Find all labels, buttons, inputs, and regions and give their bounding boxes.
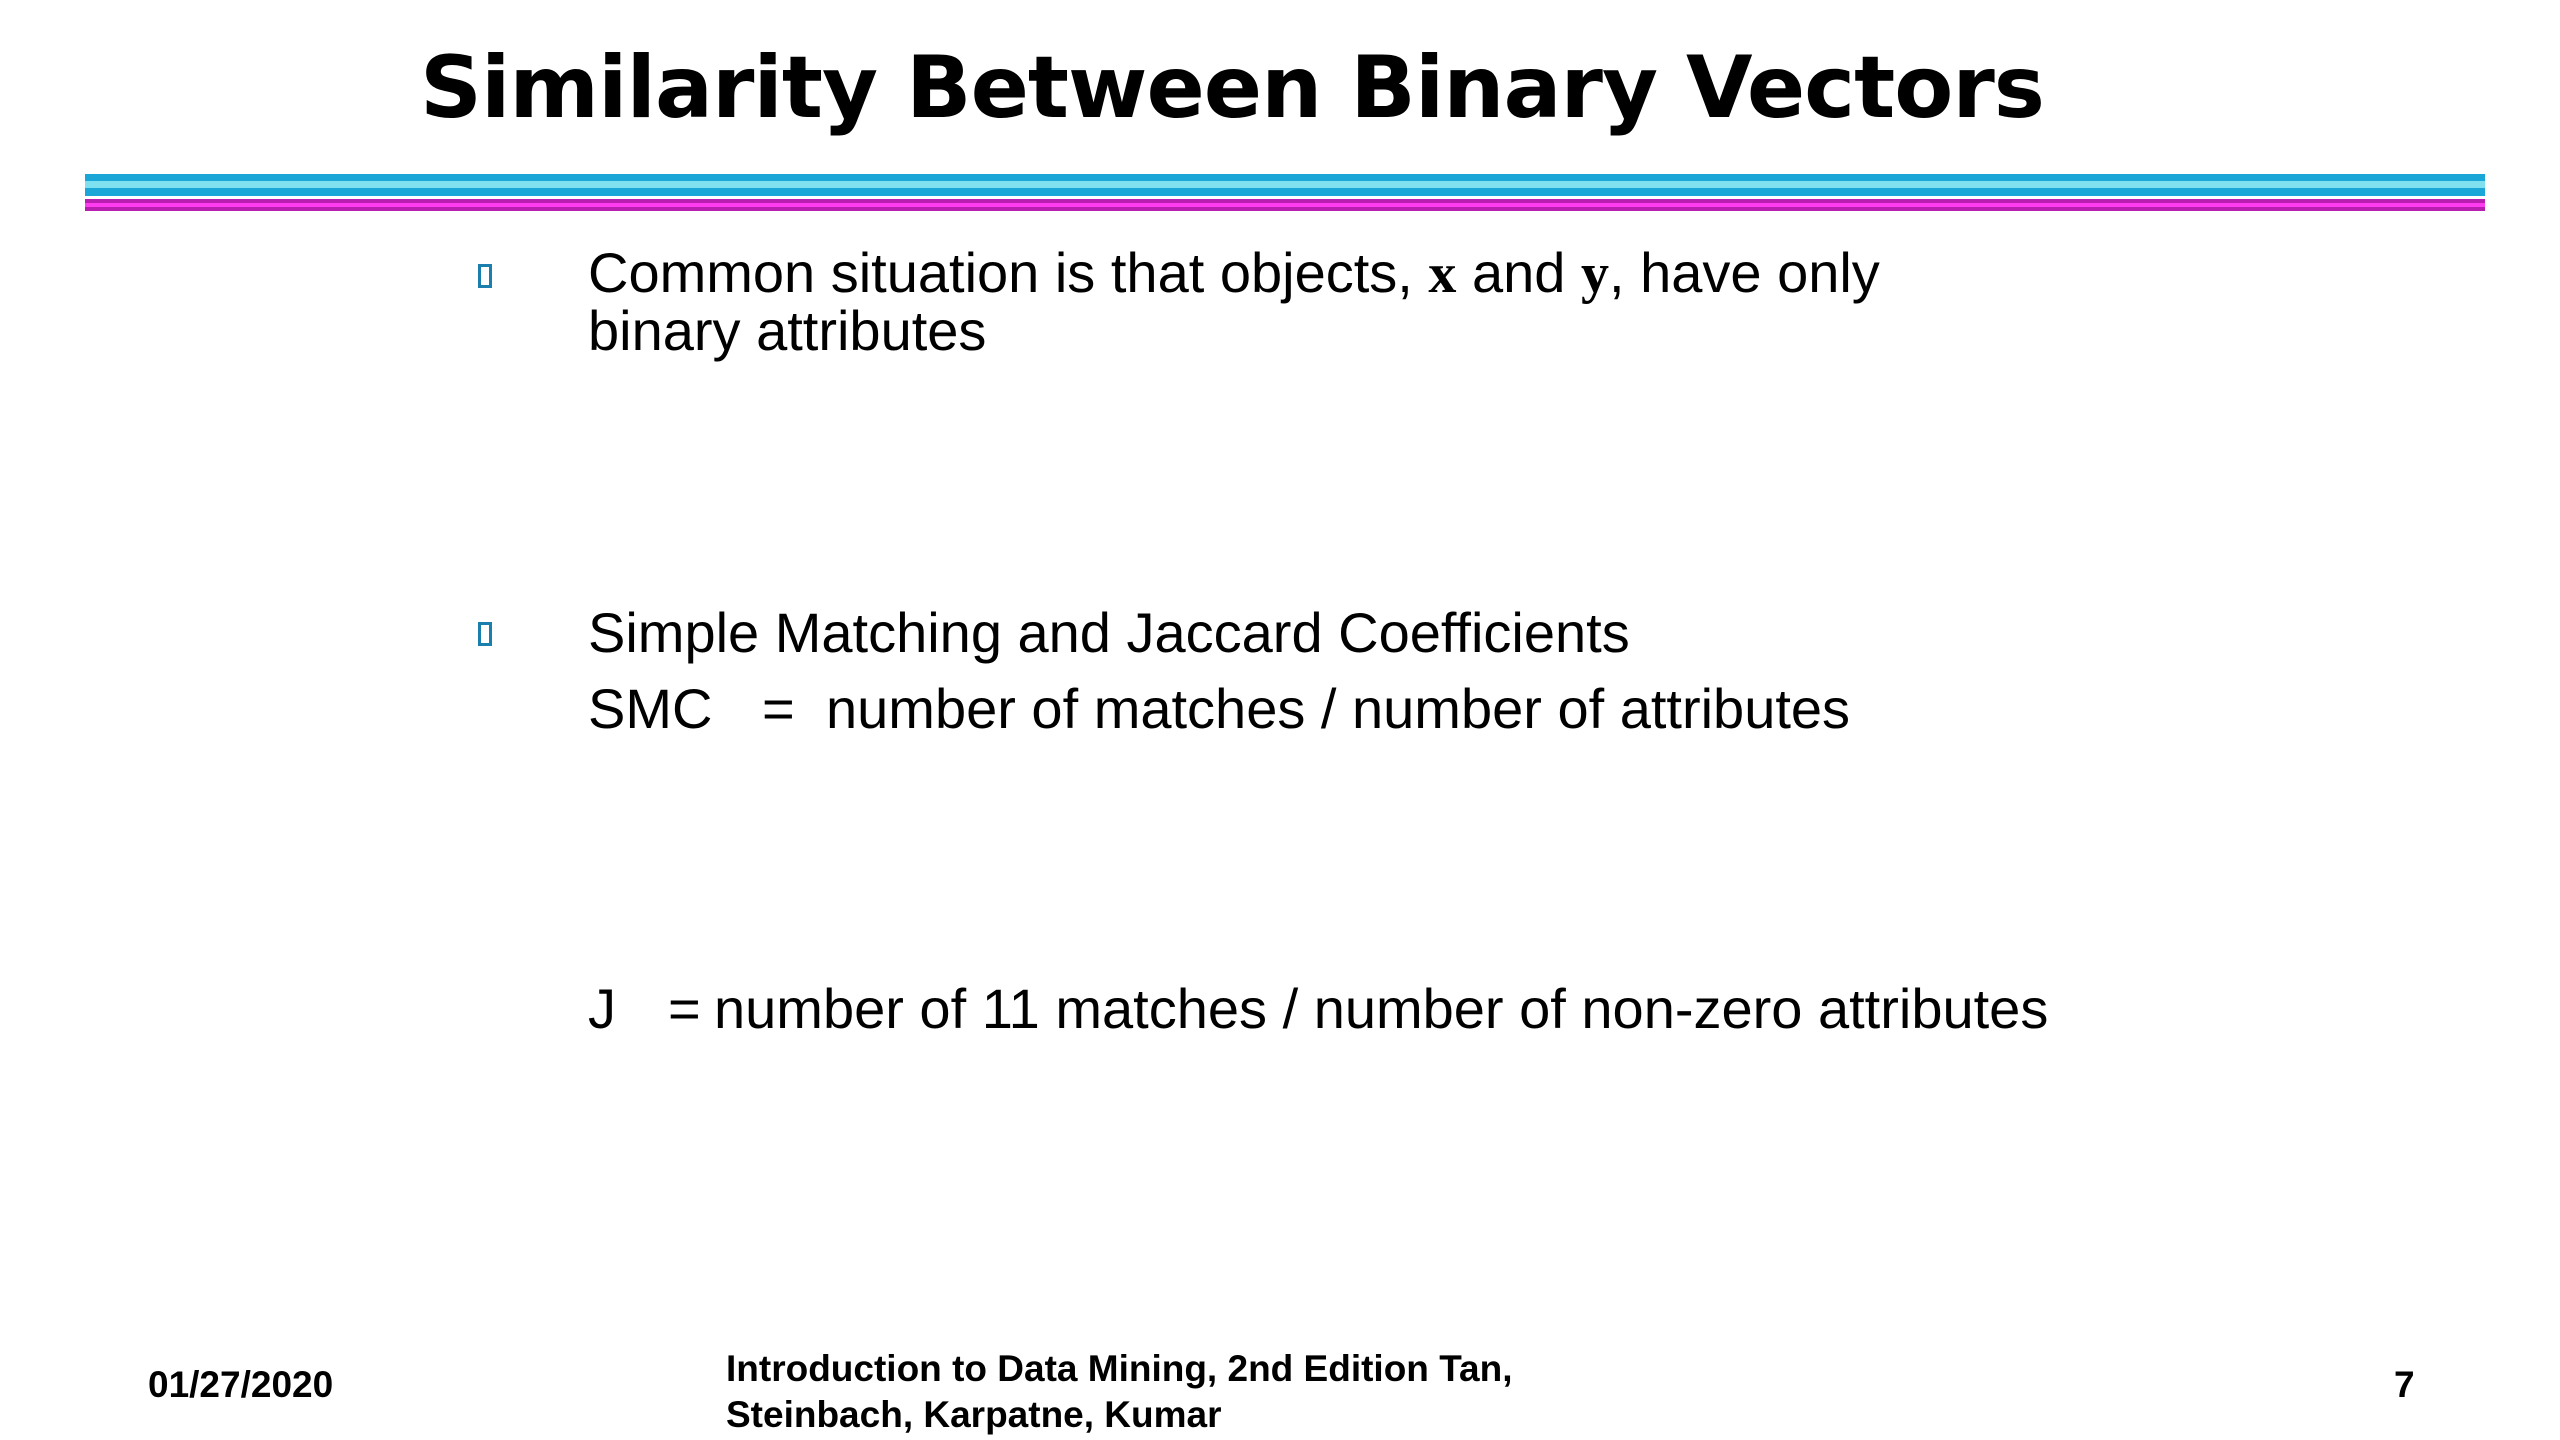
bullet-square-icon <box>478 622 492 646</box>
bullet1-line2: binary attributes <box>588 299 987 362</box>
bullet2-heading: Simple Matching and Jaccard Coefficients <box>588 601 1630 664</box>
slide-title: Similarity Between Binary Vectors <box>420 38 2044 138</box>
variable-x: x <box>1428 243 1457 305</box>
bullet1-text-c: , have only <box>1608 241 1880 304</box>
title-divider-cyan-highlight <box>85 181 2485 188</box>
jaccard-definition: number of 11 matches / number of non-zero attributes <box>714 977 2049 1040</box>
bullet-square-icon <box>478 264 492 288</box>
footer-citation-line2: Steinbach, Karpatne, Kumar <box>726 1394 1222 1435</box>
bullet1-text-b: and <box>1456 241 1581 304</box>
footer-date: 01/27/2020 <box>148 1364 334 1405</box>
jaccard-equals: = <box>668 977 701 1040</box>
smc-definition: number of matches / number of attributes <box>826 677 1851 740</box>
smc-term: SMC <box>588 677 713 740</box>
variable-y: y <box>1580 243 1609 305</box>
footer-page-number: 7 <box>2394 1364 2415 1405</box>
bullet1-text-a: Common situation is that objects, <box>588 241 1429 304</box>
footer-citation-line1: Introduction to Data Mining, 2nd Edition Tan, <box>726 1348 1513 1389</box>
smc-equals: = <box>762 677 795 740</box>
bullet1-line1 <box>588 241 1880 305</box>
jaccard-term: J <box>588 977 616 1040</box>
title-divider-magenta-highlight <box>85 203 2485 207</box>
